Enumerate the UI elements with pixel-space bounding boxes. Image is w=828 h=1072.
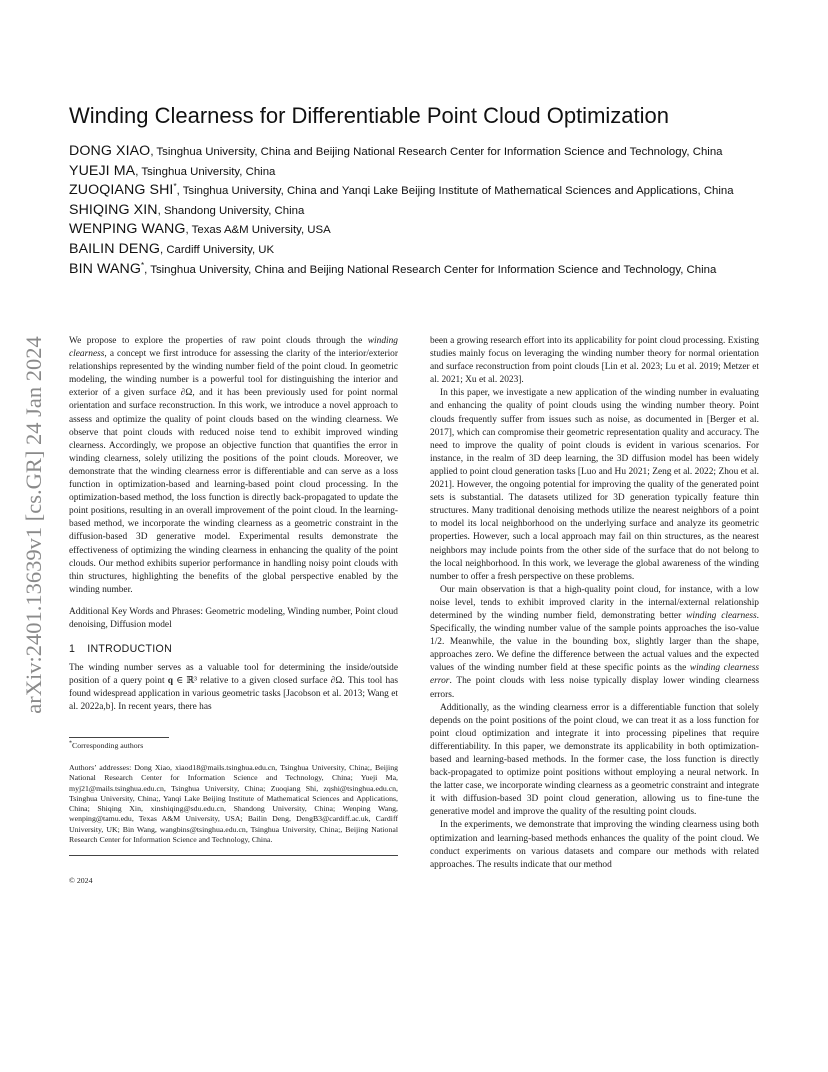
arxiv-identifier: arXiv:2401.13639v1 [cs.GR] 24 Jan 2024 <box>21 336 46 714</box>
intro-text: The winding number serves as a valuable tool for determining the inside/outside position of a query point <box>69 663 398 687</box>
paper-title: Winding Clearness for Differentiable Point Cloud Optimization <box>69 103 669 128</box>
body-text: Our main observation is that a high-quality point cloud, for instance, with a low noise level, tends to exhibit improved clarity in the internal/external relationship determined by the winding number field, demonstrating better <box>430 584 759 621</box>
footnote-rule <box>69 737 169 738</box>
author-entry <box>69 260 769 280</box>
author-affiliation: , Tsinghua University, China and Yanqi Lake Beijing Institute of Mathematical Sciences and Applications, China <box>176 185 734 198</box>
section-title: INTRODUCTION <box>87 643 173 656</box>
author-affiliation: , Shandong University, China <box>157 204 305 217</box>
addresses-rule <box>69 855 398 856</box>
body-emphasis: winding clearness <box>686 610 757 621</box>
keywords: Additional Key Words and Phrases: Geometric modeling, Winding number, Point cloud denoising, Diffusion model <box>69 606 398 630</box>
author-affiliation: , Cardiff University, UK <box>159 243 275 256</box>
body-paragraph: In the experiments, we demonstrate that improving the winding clearness using both optimization and learning-based methods enhances the quality of the point cloud. We conduct experiments on various datasets and compare our methods with related approaches. The results indicate that our method <box>430 820 759 870</box>
left-column <box>69 335 398 887</box>
right-column <box>430 335 759 872</box>
body-text: . Specifically, the winding number value of the sample points approaches the iso-value 1/2. Meanwhile, the value in the bounding box, slightly larger than the shape, approaches zero. We define the difference between the actual values and the expected values of the winding number field at these specific points as the <box>430 610 759 674</box>
author-entry <box>69 162 769 182</box>
author-name: ZUOQIANG SHI <box>69 182 174 199</box>
author-addresses: Authors’ addresses: Dong Xiao, xiaod18@mails.tsinghua.edu.cn, Tsinghua University, China;, Beijing National Research Center for Information Science and Technology, China; Yueji Ma, myj21@mails.tsinghua.edu.cn, Tsinghua University, China; Zuoqiang Shi, zqshi@tsinghua.edu.cn, Tsinghua University, China;, Yanqi Lake Beijing Institute of Mathematical Sciences and Applications, China; Shiqing Xin, xinshiqing@sdu.edu.cn, Shandong University, China; Wenping Wang, wenping@tamu.edu, Texas A&M University, USA; Bailin Deng, DengB3@cardiff.ac.uk, Cardiff University, UK; Bin Wang, wangbins@tsinghua.edu.cn, Tsinghua University, China;, Beijing National Research Center for Information Science and Technology, China. <box>69 762 398 845</box>
author-name: BIN WANG <box>69 260 142 277</box>
author-affiliation: , Tsinghua University, China <box>135 165 276 178</box>
body-paragraph: In this paper, we investigate a new application of the winding number in evaluating and enhancing the quality of point clouds using the winding number theory. Point clouds frequently suffer from issues such as noise, as documented in [Berger et al. 2017], which can compromise their geometric representation quality and accuracy. The need to improve the quality of point clouds is evident in various scenarios. For instance, in the realm of 3D deep learning, the 3D diffusion model has been widely applied to point cloud generation tasks [Luo and Hu 2021; Zeng et al. 2022; Zhou et al. 2021]. However, the ongoing potential for improving the quality of the generated point sets is substantial. The datasets utilized for 3D generation typically feature thin structures. Many traditional denoising methods utilize the nearest neighbors of a point to model its local neighborhood on the underlying surface and analyze its geometric properties. However, such a local approach may fail on thin structures, as the nearest neighbors may include points from the other side of the surface that do not belong to the local neighborhood. In this work, we leverage the global awareness of the winding number to offer a fresh perspective on these problems. <box>430 388 759 582</box>
author-entry <box>69 142 769 162</box>
copyright: © 2024 <box>69 876 93 886</box>
query-point-symbol: q <box>167 676 173 687</box>
corresponding-mark: * <box>141 260 145 270</box>
body-text: . The point clouds with less noise typically display lower winding clearness errors. <box>430 676 759 700</box>
author-name: WENPING WANG <box>69 221 186 238</box>
author-entry <box>69 220 769 240</box>
author-entry <box>69 201 769 221</box>
footnote <box>69 741 398 751</box>
arxiv-stamp <box>14 290 54 760</box>
author-entry <box>69 240 769 260</box>
body-emphasis: winding clearness error <box>430 663 760 687</box>
body-paragraph: been a growing research effort into its applicability for point cloud processing. Existing studies mainly focus on leveraging the winding number theory for normal orientation and surface reconstruction from point clouds [Lin et al. 2023; Lu et al. 2019; Metzer et al. 2021; Xu et al. 2023]. <box>430 336 759 386</box>
author-name: SHIQING XIN <box>69 201 158 218</box>
author-name: BAILIN DENG <box>69 240 160 257</box>
abstract-emphasis: winding clearness <box>69 336 398 360</box>
author-list <box>69 142 769 279</box>
author-name: DONG XIAO <box>69 143 151 159</box>
body-paragraph: Additionally, as the winding clearness error is a differentiable function that solely depends on the point positions of the point cloud, we can treat it as a loss function for point cloud optimization and integrate it into processing pipelines that require differentiability. In this paper, we demonstrate its applicability in both optimization-based and learning-based methods. In the former case, the loss function is directly back-propagated to optimize point positions without employing a neural network. In the latter case, we incorporate winding clearness as a geometric constraint and integrate it with diffusion-based 3D point cloud generation, allowing us to fine-tune the generative model and improve the quality of the resulting point clouds. <box>430 702 759 818</box>
author-affiliation: , Texas A&M University, USA <box>185 224 331 237</box>
author-entry <box>69 181 769 201</box>
intro-paragraph <box>69 662 398 714</box>
author-name: YUEJI MA <box>69 162 136 179</box>
corresponding-mark: * <box>173 182 177 192</box>
section-heading <box>69 643 398 656</box>
author-affiliation: , Tsinghua University, China and Beijing National Research Center for Information Science and Technology, China <box>144 263 717 276</box>
footnote-mark: * <box>69 739 72 746</box>
footnote-text: Corresponding authors <box>72 740 144 750</box>
intro-text: ∈ ℝ³ relative to a given closed surface ∂Ω. This tool has found widespread application in various geometric tasks [Jacobson et al. 2013; Wang et al. 2022a,b]. In recent years, there has <box>69 676 398 713</box>
author-affiliation: , Tsinghua University, China and Beijing National Research Center for Information Science and Technology, China <box>150 146 723 158</box>
abstract-text: We propose to explore the properties of raw point clouds through the <box>69 336 368 346</box>
section-number: 1 <box>69 643 76 656</box>
body-paragraph <box>430 584 759 702</box>
abstract <box>69 335 398 597</box>
abstract-text: , a concept we first introduce for assessing the clarity of the interior/exterior relationships represented by the winding number field of the point cloud. In geometric modeling, the winding number is a powerful tool for distinguishing the interior and exterior of a given surface ∂Ω, and it has been previously used for point normal orientation and surface reconstruction. In this work, we introduce a novel approach to assess and optimize the quality of point clouds based on the winding clearness. We observe that point clouds with reduced noise tend to exhibit improved winding clearness. Accordingly, we propose an objective function that quantifies the error in winding clearness, solely utilizing the positions of the point clouds. Moreover, we demonstrate that the winding clearness error is differentiable and can serve as a loss function in optimization-based and learning-based point cloud processing. In the optimization-based method, the loss function is directly back-propagated to update the point positions, resulting in an overall improvement of the point cloud. In the learning-based method, we incorporate the winding clearness as a geometric constraint in the diffusion-based 3D generative model. Experimental results demonstrate the effectiveness of optimizing the winding clearness in enhancing the quality of the point clouds. Our method exhibits superior performance in handling noisy point clouds with thin structures, highlighting the benefits of the global perspective enabled by the winding number. <box>69 349 398 595</box>
